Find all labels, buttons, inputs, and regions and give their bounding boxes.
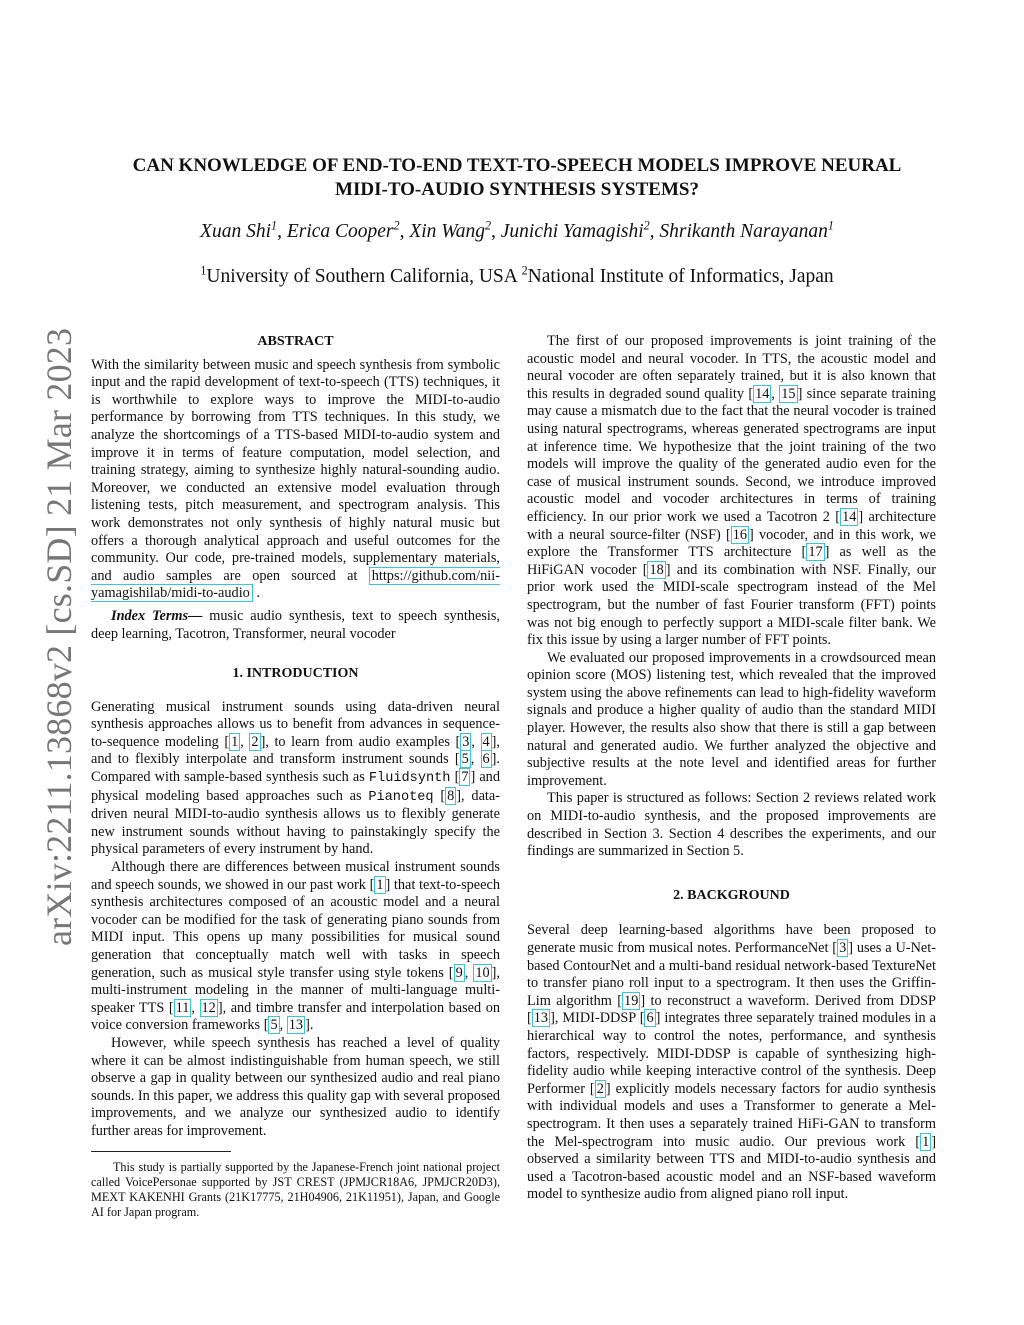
citation-link[interactable]: 1 bbox=[376, 876, 384, 893]
text-run: , bbox=[191, 999, 200, 1016]
text-run: The first of our proposed improvements is joint training of the acoustic model and neural vocoder. In TTS, the acoustic model and neural vocoder are often separately trained, but it is also known that this results in degraded sound quality [ bbox=[527, 333, 936, 402]
citation-link[interactable]: 13 bbox=[288, 1017, 304, 1034]
citation-link[interactable]: 4 bbox=[482, 733, 490, 750]
text-run: ], and timbre transfer and interpolation based on voice conversion frameworks [ bbox=[91, 999, 501, 1034]
right-column bbox=[527, 333, 936, 1204]
citation-link[interactable]: 1 bbox=[922, 1133, 930, 1150]
text-run: , bbox=[470, 751, 481, 768]
citation-link[interactable]: 7 bbox=[461, 769, 469, 786]
intro-paragraph-2 bbox=[91, 859, 500, 1035]
software-name: Fluidsynth bbox=[368, 771, 451, 787]
intro-paragraph-6: This paper is structured as follows: Section 2 reviews related work on MIDI-to-audio synthesis, and the proposed improvements are described in Section 3. Section 4 describes the experiments, and our findings are summarized in Section 5. bbox=[527, 790, 936, 860]
author-affil-mark: 2 bbox=[393, 218, 400, 233]
text-run: ], and to flexibly interpolate and transform instrument sounds [ bbox=[91, 733, 500, 768]
text-run: , bbox=[464, 964, 474, 981]
arxiv-identifier: arXiv:2211.13868v2 [cs.SD] 21 Mar 2023 bbox=[39, 327, 79, 946]
citation-link[interactable]: 6 bbox=[646, 1010, 654, 1027]
intro-paragraph-4 bbox=[527, 333, 936, 650]
text-run: ] to reconstruct a waveform. Derived from DDSP [ bbox=[527, 992, 937, 1027]
text-run: ] uses a U-Net-based ContourNet and a multi-band residual network-based TextureNet to transfer piano roll input to a spectrogram. It then uses the Griffin-Lim algorithm [ bbox=[527, 940, 936, 1009]
affiliation-name: University of Southern California, USA bbox=[206, 266, 522, 287]
text-run: ], MIDI-DDSP [ bbox=[550, 1010, 645, 1027]
index-terms-label: Index Terms— bbox=[111, 607, 203, 624]
github-link[interactable]: https://github.com/nii-yamagishilab/midi-to-audio bbox=[91, 567, 500, 602]
text-run: ], to learn from audio examples [ bbox=[260, 733, 461, 750]
citation-link[interactable]: 18 bbox=[649, 561, 664, 578]
author bbox=[500, 218, 660, 242]
citation-link[interactable]: 2 bbox=[596, 1080, 604, 1097]
citation-link[interactable]: 9 bbox=[455, 964, 463, 981]
author-sep: , bbox=[277, 221, 287, 242]
author-name: Shrikanth Narayanan bbox=[659, 221, 828, 242]
text-run: Several deep learning-based algorithms have been proposed to generate music from musical notes. PerformanceNet [ bbox=[527, 922, 936, 956]
text-run: , bbox=[240, 733, 250, 750]
abstract-heading: ABSTRACT bbox=[257, 334, 334, 349]
text-run: [ bbox=[433, 787, 446, 804]
citation-link[interactable]: 5 bbox=[270, 1017, 278, 1034]
author-affil-mark: 1 bbox=[271, 218, 278, 233]
abstract-body: With the similarity between music and speech synthesis from symbolic input and the rapid development of text-to-speech (TTS) techniques, it is worthwhile to explore ways to improve the MIDI-to-audio performance by borrowing from TTS techniques. In this study, we analyze the shortcomings of a TTS-based MIDI-to-audio system and improve it in terms of feature computation, model selection, and training strategy, aiming to synthesize highly natural-sounding audio. Moreover, we conducted an extensive model evaluation through listening tests, pitch measurement, and spectrogram analysis. This work demonstrates not only synthesis of highly natural music but offers a thorough analytical approach and useful outcomes for the community. Our code, pre-trained models, supplementary materials, and audio samples are open sourced at bbox=[91, 356, 500, 584]
author bbox=[659, 218, 834, 242]
text-run: ] since separate training may cause a mismatch due to the fact that the neural vocoder is trained using natural spectrograms, whereas generated spectrograms are input at inference time. We hypothesize that the joint training of the two models will improve the quality of the generated audio even for the case of musical instrument sounds. Second, we introduce improved acoustic model and vocoder architectures in terms of training efficiency. In our prior work we used a Tacotron 2 [ bbox=[527, 385, 936, 525]
citation-link[interactable]: 8 bbox=[447, 787, 455, 804]
paper-title bbox=[100, 154, 934, 202]
text-run: ] that text-to-speech synthesis architectures composed of an acoustic model and a neural vocoder can be modified for the task of generating piano sounds from MIDI input. This opens up many possibilities for musical sound generation that conceptually match well with tasks in speech generation, such as musical style transfer using style tokens [ bbox=[91, 876, 500, 981]
citation-link[interactable]: 14 bbox=[755, 385, 770, 402]
abstract-tail: . bbox=[252, 585, 260, 602]
index-terms bbox=[91, 608, 500, 643]
text-run: , bbox=[771, 385, 780, 402]
author bbox=[409, 218, 501, 242]
index-terms-text: music audio synthesis, text to speech synthesis, deep learning, Tacotron, Transformer, neural vocoder bbox=[91, 607, 500, 642]
footnote-divider bbox=[91, 1151, 231, 1152]
citation-link[interactable]: 13 bbox=[533, 1010, 549, 1027]
text-run: ] observed a similarity between TTS and MIDI-to-audio synthesis and used a Tacotron-based acoustic model and an NSF-based waveform model to synthesize audio from aligned piano roll input. bbox=[527, 1133, 936, 1203]
citation-link[interactable]: 6 bbox=[482, 751, 490, 768]
citation-link[interactable]: 15 bbox=[781, 385, 796, 402]
text-run: ] as well as the HiFiGAN vocoder [ bbox=[527, 544, 936, 578]
text-run: ]. Compared with sample-based synthesis such as bbox=[91, 751, 500, 786]
citation-link[interactable]: 19 bbox=[624, 992, 639, 1009]
affil-mark: 1 bbox=[200, 263, 207, 278]
citation-link[interactable]: 1 bbox=[231, 733, 239, 750]
text-run: ], data-driven neural MIDI-to-audio synthesis allows us to flexibly generate new instrument sounds without having to painstakingly specify the physical parameters of every instrument by hand. bbox=[91, 787, 500, 858]
text-run: ] and its combination with NSF. Finally, our prior work used the MIDI-scale spectrogram instead of the Mel spectrogram, but the number of fast Fourier transform (FFT) points was not big enough to perfectly support a MIDI-scale filter bank. We fix this issue by using a larger number of FFT points. bbox=[527, 561, 936, 649]
author bbox=[286, 218, 410, 242]
citation-link[interactable]: 2 bbox=[251, 733, 259, 750]
text-run: Although there are differences between musical instrument sounds and speech sounds, we showed in our past work [ bbox=[91, 859, 500, 893]
author-sep: , bbox=[649, 221, 660, 242]
title-line-1: CAN KNOWLEDGE OF END-TO-END TEXT-TO-SPEECH MODELS IMPROVE NEURAL bbox=[132, 155, 902, 176]
author-name: Xuan Shi bbox=[200, 221, 272, 242]
background-paragraph-1 bbox=[527, 922, 936, 1204]
author-affil-mark: 1 bbox=[827, 218, 834, 233]
citation-link[interactable]: 3 bbox=[839, 940, 847, 956]
text-run: [ bbox=[450, 769, 460, 786]
software-name: Pianoteq bbox=[368, 789, 434, 805]
author bbox=[200, 218, 287, 242]
text-run: , bbox=[471, 733, 481, 750]
intro-paragraph-3: However, while speech synthesis has reached a level of quality where it can be almost indistinguishable from human speech, we still observe a gap in quality between our synthesized audio and real piano sounds. In this paper, we address this quality gap with several proposed improvements, and we analyze our synthesized audio to identify further areas for improvement. bbox=[91, 1034, 500, 1139]
text-run: ]. bbox=[305, 1017, 314, 1034]
citation-link[interactable]: 17 bbox=[808, 544, 823, 561]
text-run: ] and physical modeling based approaches such as bbox=[91, 769, 500, 804]
citation-link[interactable]: 11 bbox=[175, 999, 190, 1016]
abstract-text bbox=[91, 357, 500, 603]
citation-link[interactable]: 14 bbox=[842, 508, 857, 525]
citation-link[interactable]: 16 bbox=[732, 526, 748, 543]
text-run: ] vocoder, and in this work, we explore the Transformer TTS architecture [ bbox=[527, 526, 936, 561]
author-name: Junichi Yamagishi bbox=[500, 221, 644, 242]
author-sep: , bbox=[399, 221, 410, 242]
section-heading-background: 2. BACKGROUND bbox=[673, 887, 790, 903]
author-affil-mark: 2 bbox=[484, 218, 492, 233]
intro-paragraph-5: We evaluated our proposed improvements in a crowdsourced mean opinion score (MOS) listening test, which revealed that the improved system using the above refinements can lead to high-fidelity waveform signals and produce a higher quality of audio than the standard MIDI player. However, the results also show that there is still a gap between natural and generated audio. We further analyzed the objective and subjective results at the note level and identified areas for further improvement. bbox=[527, 649, 936, 789]
author-list bbox=[100, 218, 934, 243]
text-run: Generating musical instrument sounds using data-driven neural synthesis approaches allows us to benefit from advances in sequence-to-sequence modeling [ bbox=[91, 698, 500, 750]
citation-link[interactable]: 5 bbox=[461, 751, 469, 768]
author-name: Xin Wang bbox=[409, 221, 485, 242]
funding-footnote: This study is partially supported by the Japanese-French joint national project called VoicePersonae supported by JST CREST (JPMJCR18A6, JPMJCR20D3), MEXT KAKENHI Grants (21K17775, 21H04906, 21K11951), Japan, and Google AI for Japan program. bbox=[91, 1159, 500, 1220]
citation-link[interactable]: 10 bbox=[475, 964, 490, 981]
affiliations bbox=[100, 263, 934, 288]
citation-link[interactable]: 12 bbox=[201, 999, 216, 1016]
text-run: ] architecture with a neural source-filter (NSF) [ bbox=[527, 508, 936, 543]
section-heading-introduction: 1. INTRODUCTION bbox=[232, 666, 359, 682]
intro-paragraph-1 bbox=[91, 699, 500, 859]
text-run: , bbox=[279, 1017, 287, 1034]
author-name: Erica Cooper bbox=[286, 221, 394, 242]
title-line-2: MIDI-TO-AUDIO SYNTHESIS SYSTEMS? bbox=[335, 179, 699, 200]
text-run: ], multi-instrument modeling in the manner of multi-language multi-speaker TTS [ bbox=[91, 964, 500, 1016]
text-run: ] integrates three separately trained modules in a hierarchical way to control the notes, performance, and synthesis factors, respectively. MIDI-DDSP is capable of synthesizing high-fidelity audio while keeping interactive control of the synthesis. Deep Performer [ bbox=[527, 1010, 937, 1097]
text-run: ] explicitly models necessary factors for audio synthesis with individual models and uses a Transformer to generate a Mel-spectrogram. It then uses a separately trained HiFi-GAN to transform the Mel-spectrogram into music audio. Our previous work [ bbox=[527, 1080, 936, 1150]
affil-mark: 2 bbox=[521, 263, 528, 278]
citation-link[interactable]: 3 bbox=[462, 733, 470, 750]
author-affil-mark: 2 bbox=[643, 218, 650, 233]
left-column bbox=[91, 333, 500, 1220]
author-sep: , bbox=[491, 221, 501, 242]
affiliation-name: National Institute of Informatics, Japan bbox=[527, 266, 834, 287]
